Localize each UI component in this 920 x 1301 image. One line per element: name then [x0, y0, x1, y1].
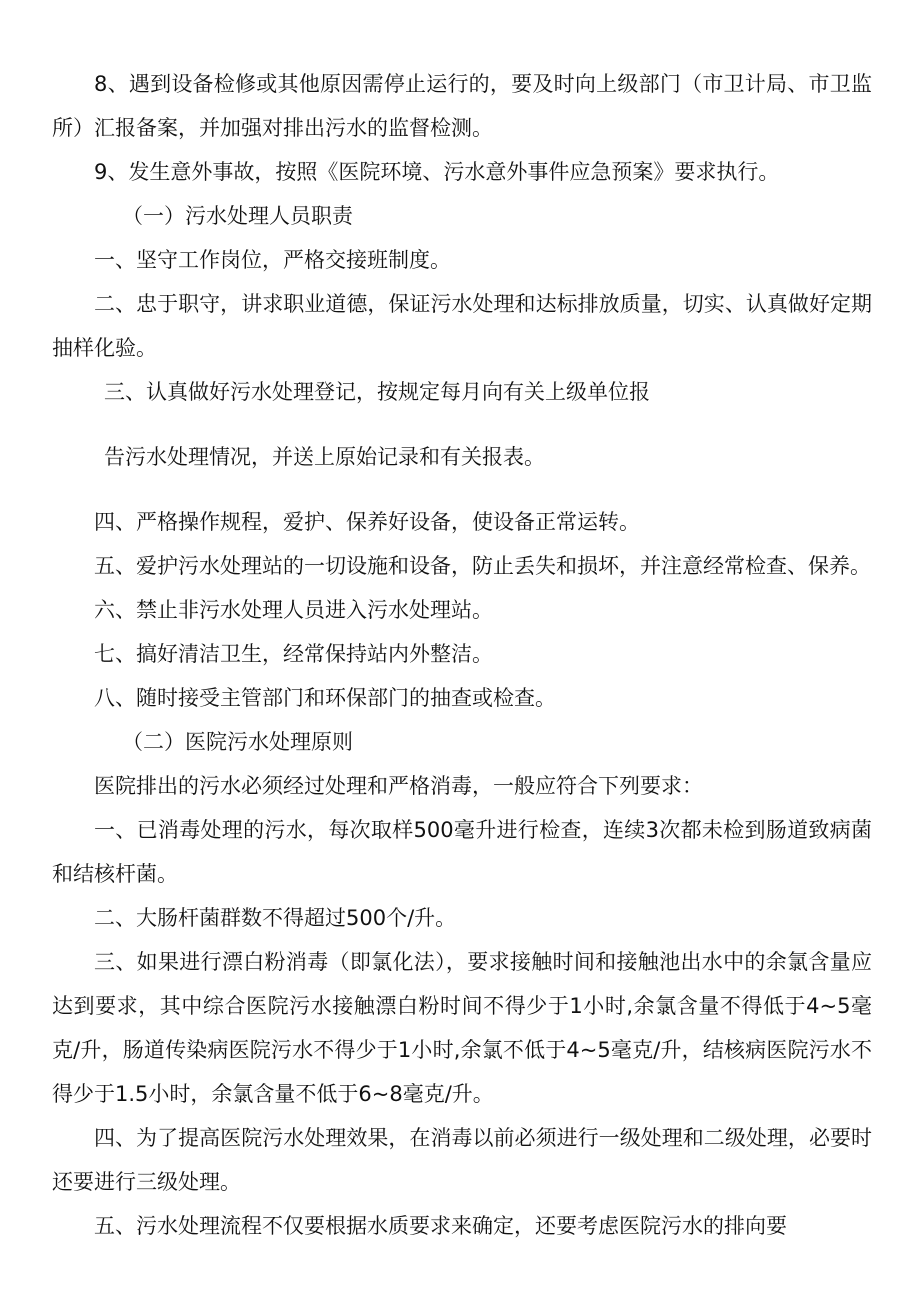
duty-item-6: 六、禁止非污水处理人员进入污水处理站。	[94, 598, 493, 622]
section-heading-staff-duties: （一）污水处理人员职责	[122, 204, 353, 228]
principle-item-2: 二、大肠杆菌群数不得超过500个/升。	[94, 906, 457, 930]
principle-item-1: 一、已消毒处理的污水，每次取样500毫升进行检查，连续3次都未检到肠道致病菌和结核杆菌。	[52, 818, 872, 886]
paragraph-item-8: 8、遇到设备检修或其他原因需停止运行的，要及时向上级部门（市卫计局、市卫监所）汇报备案，并加强对排出污水的监督检测。	[52, 72, 872, 140]
duty-item-4: 四、严格操作规程，爱护、保养好设备，使设备正常运转。	[94, 510, 640, 534]
paragraph-item-9: 9、发生意外事故，按照《医院环境、污水意外事件应急预案》要求执行。	[94, 160, 780, 184]
document-body	[52, 62, 872, 1248]
duty-item-7: 七、搞好清洁卫生，经常保持站内外整洁。	[94, 642, 493, 666]
duty-item-5: 五、爱护污水处理站的一切设施和设备，防止丢失和损坏，并注意经常检查、保养。	[94, 554, 871, 578]
principle-item-5: 五、污水处理流程不仅要根据水质要求来确定，还要考虑医院污水的排向要	[94, 1214, 787, 1238]
principle-item-3: 三、如果进行漂白粉消毒（即氯化法），要求接触时间和接触池出水中的余氯含量应达到要求，其中综合医院污水接触漂白粉时间不得少于1小时,余氯含量不得低于4~5毫克/升，肠道传染病医院污水不得少于1小时,余氯不低于4~5毫克/升，结核病医院污水不得少于1.5小时，余氯含量不低于6~8毫克/升。	[52, 950, 872, 1106]
duty-item-2: 二、忠于职守，讲求职业道德，保证污水处理和达标排放质量，切实、认真做好定期抽样化验。	[52, 292, 872, 360]
principle-item-4: 四、为了提高医院污水处理效果，在消毒以前必须进行一级处理和二级处理，必要时还要进行三级处理。	[52, 1126, 872, 1194]
duty-item-1: 一、坚守工作岗位，严格交接班制度。	[94, 248, 451, 272]
section-heading-treatment-principles: （二）医院污水处理原则	[122, 730, 353, 754]
duty-item-8: 八、随时接受主管部门和环保部门的抽查或检查。	[94, 686, 556, 710]
principles-intro: 医院排出的污水必须经过处理和严格消毒，一般应符合下列要求：	[94, 774, 703, 798]
duty-item-3: 三、认真做好污水处理登记，按规定每月向有关上级单位报	[104, 380, 650, 404]
duty-item-3-continued: 告污水处理情况，并送上原始记录和有关报表。	[104, 445, 545, 469]
